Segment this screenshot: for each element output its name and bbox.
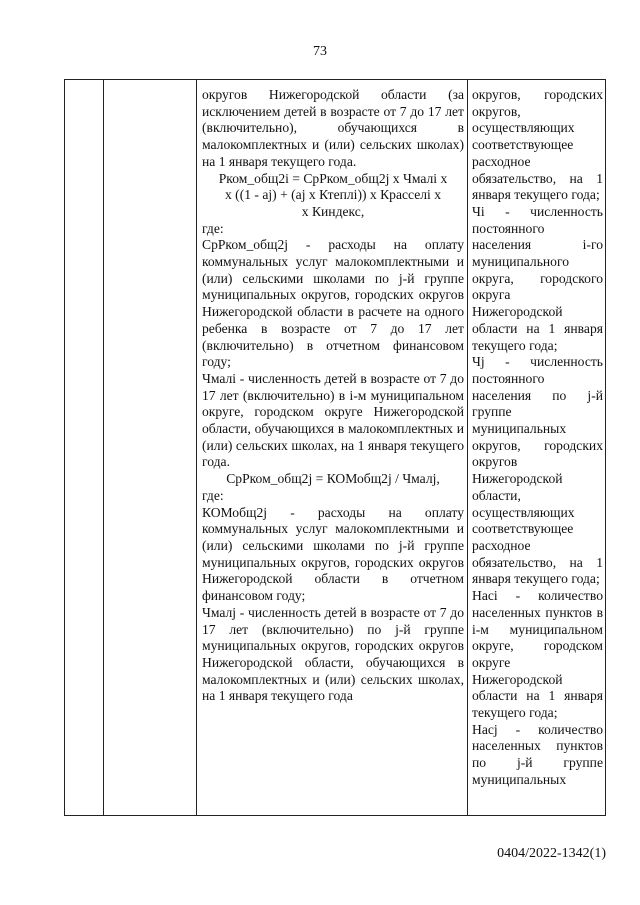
text-paragraph: Чмалі - численность детей в возрасте от 7 до 17 лет (включительно) в і-м муниципальном округе, городском округе Нижегородской области, обучающихся в малокомплектных и (или) сельских школах, на 1 января текущего года. [202,370,464,470]
formula-line: х Киндекс, [301,203,365,219]
formula-line: СрРком_общ2j = КОМобщ2j / Чмалj, [226,471,440,487]
column-divider-2 [196,80,197,815]
column-divider-3 [467,80,468,815]
text-paragraph: СрРком_общ2j - расходы на оплату коммунальных услуг малокомплектными и (или) сельскими школами по j-й группе муниципальных округов, городских округов Нижегородской области в расчете на одного ребенка в возрасте от 7 до 17 лет (включительно) в отчетном финансовом году; [202,237,464,370]
text-paragraph: округов Нижегородской области (за исключением детей в возрасте от 7 до 17 лет (включительно), обучающихся в малокомплектных и (или) сельских школах) на 1 января текущего года. [202,87,464,169]
text-paragraph: КОМобщ2j - расходы на оплату коммунальных услуг малокомплектными и (или) сельскими школами по j-й группе муниципальных округов, городских округов Нижегородской области в отчетном финансовом году; [202,504,464,604]
text-paragraph: Насі - количество населенных пунктов в і-м муниципальном округе, городском округе Нижегородской области на 1 января текущего года; [472,588,603,721]
document-table [64,79,606,816]
text-paragraph: Чj - численность постоянного населения по j-й группе муниципальных округов, городских округов Нижегородской области, осуществляющих соответствующее расходное обязательство, на 1 января текущего года; [472,354,603,587]
side-text-column [472,87,603,789]
formula-line: Рком_общ2i = СрРком_общ2j х Чмалі х [218,170,448,186]
formula-line: х ((1 - аj) + (аj х Ктеплі)) х Красселі х [224,187,442,203]
text-paragraph: округов, городских округов, осуществляющих соответствующее расходное обязательство, на 1 января текущего года; [472,87,603,203]
column-divider-1 [103,80,104,815]
page-number: 73 [313,44,327,59]
text-paragraph: Чмалj - численность детей в возрасте от 7 до 17 лет (включительно) по j-й группе муниципальных округов, городских округов Нижегородской области, обучающихся в малокомплектных и (или) сельских школах, на 1 января текущего года [202,604,464,704]
document-code: 0404/2022-1342(1) [497,846,606,861]
text-paragraph: где: [202,220,224,236]
text-paragraph: где: [202,487,224,503]
text-paragraph: Насj - количество населенных пунктов по j-й группе муниципальных [472,721,603,787]
main-text-column [202,87,464,705]
text-paragraph: Чі - численность постоянного населения і-го муниципального округа, городского округа Нижегородской области на 1 января текущего года; [472,203,603,353]
